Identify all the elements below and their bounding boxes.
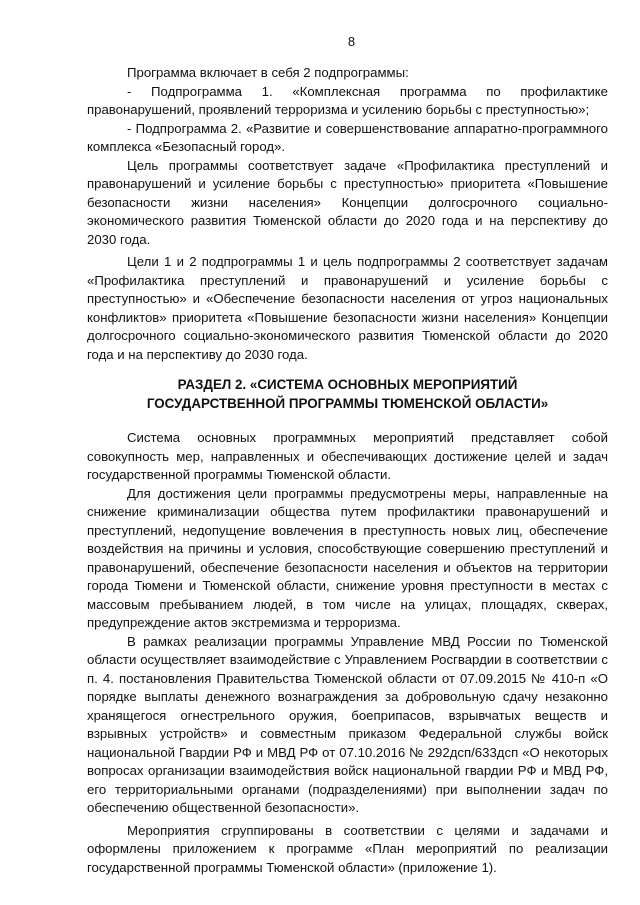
paragraph-subprograms-intro: Программа включает в себя 2 подпрограммы: [127, 65, 409, 80]
paragraph-measures-grouping: Мероприятия сгруппированы в соответствии с целями и задачами и оформлены приложением к программе «План мероприятий по реализации государственной программы Тюменской области» (приложение 1). [87, 822, 608, 875]
paragraph-system-of-measures: Система основных программных мероприятий представляет собой совокупность мер, направленных и обеспечивающих достижение целей и задач государственной программы Тюменской области. [87, 430, 608, 482]
section-heading [87, 376, 608, 413]
section-heading-line-2: ГОСУДАРСТВЕННОЙ ПРОГРАММЫ ТЮМЕНСКОЙ ОБЛАСТИ» [146, 395, 549, 411]
paragraph-subprogram-1: - Подпрограмма 1. «Комплексная программа по профилактике правонарушений, проявлений терроризма и усилению борьбы с преступностью»; [87, 83, 608, 117]
document-body [87, 64, 608, 877]
paragraph-subprogram-2: - Подпрограмма 2. «Развитие и совершенствование аппаратно-программного комплекса «Безопасный город». [87, 120, 608, 154]
paragraph-program-goal: Цель программы соответствует задаче «Профилактика преступлений и правонарушений и усиление борьбы с преступностью» приоритета «Повышение безопасности жизни населения» Концепции долгосрочного социально-экономического развития Тюменской области до 2020 года и на перспективу до 2030 года. [87, 157, 608, 247]
paragraph-measures-description: Для достижения цели программы предусмотрены меры, направленные на снижение криминализации общества путем профилактики правонарушений и преступлений, недопущение вовлечения в преступность новых лиц, обеспечение воздействия на причины и условия, способствующие совершению преступлений и правонарушений, обеспечение безопасности населения и объектов на территории города Тюмени и Тюменской области, снижение уровня преступности в местах с массовым пребыванием людей, в том числе на улицах, площадях, скверах, предупреждение актов экстремизма и терроризма. [87, 485, 608, 630]
page-number: 8 [347, 34, 356, 49]
section-heading-line-1: РАЗДЕЛ 2. «СИСТЕМА ОСНОВНЫХ МЕРОПРИЯТИЙ [177, 377, 518, 392]
paragraph-subprogram-goals: Цели 1 и 2 подпрограммы 1 и цель подпрограммы 2 соответствует задачам «Профилактика преступлений и правонарушений и усиление борьбы с преступностью» и «Обеспечение безопасности населения от угроз национальных конфликтов» приоритета «Повышение безопасности жизни населения» Концепции долгосрочного социально-экономического развития Тюменской области до 2020 года и на перспективу до 2030 года. [87, 254, 608, 362]
paragraph-interaction-rosgvardia: В рамках реализации программы Управление МВД России по Тюменской области осуществляет взаимодействие с Управлением Росгвардии в соответствии с п. 4. постановления Правительства Тюменской области от 07.09.2015 № 410-п «О порядке выплаты денежного вознаграждения за добровольную сдачу незаконно хранящегося огнестрельного оружия, боеприпасов, взрывчатых веществ и взрывных устройств» и совместным приказом Федеральной службы войск национальной Гвардии РФ и МВД РФ от 07.10.2016 № 292дсп/633дсп «О некоторых вопросах организации взаимодействия войск национальной гвардии РФ и МВД РФ, его территориальными органами (подразделениями) при выполнении задач по обеспечению общественной безопасности». [87, 633, 608, 815]
